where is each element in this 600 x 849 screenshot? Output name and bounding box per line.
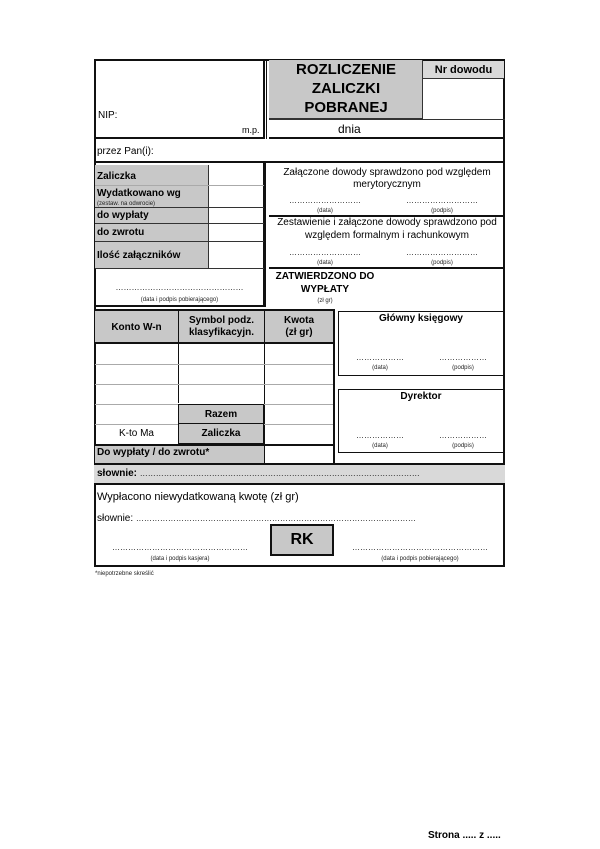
nip-label: NIP: xyxy=(98,110,118,121)
label-wydatkowano: Wydatkowano wg xyxy=(97,188,181,199)
merit-text-1: Załączone dowody sprawdzono pod względem xyxy=(283,167,491,178)
do-wyplaty-value[interactable] xyxy=(210,208,264,224)
formal-date-caption: (data) xyxy=(317,260,333,266)
header-symbol-line: klasyfikacyjn. xyxy=(188,327,255,338)
kto-ma-label: K-to Ma xyxy=(118,428,154,439)
nr-dowodu-field[interactable] xyxy=(423,79,504,119)
nr-dowodu-label: Nr dowodu xyxy=(434,64,493,76)
zaliczka-value[interactable] xyxy=(210,165,264,186)
zaliczka-cell xyxy=(178,424,264,444)
slownie-label-text: słownie: xyxy=(97,468,140,479)
zalaczniki-value[interactable] xyxy=(210,242,264,269)
razem-label: Razem xyxy=(204,409,238,420)
approved-line-1: ZATWIERDZONO DO xyxy=(275,271,375,282)
formal-date-dots[interactable]: ……………………… xyxy=(289,248,361,257)
director-signature-caption: (podpis) xyxy=(452,443,474,449)
title-line: ROZLICZENIE xyxy=(296,61,396,78)
footnote: *niepotrzebne skreślić xyxy=(95,571,154,577)
chief-date-caption: (data) xyxy=(372,365,388,371)
director-date-dots[interactable]: ……………… xyxy=(356,431,404,440)
header-kwota-line: (zł gr) xyxy=(285,327,313,338)
merit-date-caption: (data) xyxy=(317,208,333,214)
przez-label: przez Pan(i): xyxy=(97,146,154,157)
receiver-signature-dots: ………………………………………… xyxy=(115,283,244,292)
person-field[interactable] xyxy=(94,139,505,163)
cashier-signature-caption: (data i podpis kasjera) xyxy=(150,556,210,562)
merit-date-dots[interactable]: ……………………… xyxy=(289,196,361,205)
header-konto xyxy=(95,322,178,333)
page-number-label: Strona ..... z ..... xyxy=(428,830,501,841)
stamp-box xyxy=(94,59,265,139)
director-signature-dots[interactable]: ……………… xyxy=(439,431,487,440)
razem-cell xyxy=(178,404,264,424)
receiver-signature-caption-bottom: (data i podpis pobierającego) xyxy=(381,556,459,562)
chief-signature-caption: (podpis) xyxy=(452,365,474,371)
header-kwota xyxy=(265,315,333,339)
slownie2-label xyxy=(97,513,416,524)
chief-date-dots[interactable]: ……………… xyxy=(356,353,404,362)
merit-signature-dots[interactable]: ……………………… xyxy=(406,196,478,205)
title-line: POBRANEJ xyxy=(304,99,388,116)
header-symbol xyxy=(179,315,264,339)
zaliczka-label: Zaliczka xyxy=(201,428,241,439)
director-date-caption: (data) xyxy=(372,443,388,449)
header-konto-text: Konto W-n xyxy=(111,322,162,333)
account-row[interactable] xyxy=(95,345,333,364)
nr-dowodu-label-cell xyxy=(423,61,504,79)
cashier-signature-dots[interactable]: …………………………………………… xyxy=(112,543,248,552)
approved-line-2: WYPŁATY xyxy=(300,284,350,295)
document-title xyxy=(269,60,423,117)
date-field[interactable] xyxy=(269,119,505,139)
slownie2-label-text: słownie: xyxy=(97,513,136,524)
merit-signature-caption: (podpis) xyxy=(431,208,453,214)
slownie-dots: …………………………………………………………………………………………… xyxy=(139,469,420,478)
receiver-signature-caption: (data i podpis pobierającego) xyxy=(140,297,219,303)
chief-signature-dots[interactable]: ……………… xyxy=(439,353,487,362)
wydatkowano-value[interactable] xyxy=(210,186,264,208)
label-zalaczniki: Ilość załączników xyxy=(97,250,181,261)
label-wydatkowano-sub: (zestaw. na odwrocie) xyxy=(97,201,156,207)
director-label: Dyrektor xyxy=(400,391,442,402)
account-row[interactable] xyxy=(95,365,333,384)
label-do-zwrotu: do zwrotu xyxy=(97,227,145,238)
rk-label: RK xyxy=(290,531,314,548)
title-line: ZALICZKI xyxy=(311,80,381,97)
wyplacono-label: Wypłacono niewydatkowaną kwotę (zł gr) xyxy=(97,491,299,503)
formal-text-1: Zestawienie i załączone dowody sprawdzono pod xyxy=(277,217,497,228)
formal-signature-dots[interactable]: ……………………… xyxy=(406,248,478,257)
merit-text-2: merytorycznym xyxy=(353,179,421,190)
mp-label: m.p. xyxy=(242,125,260,135)
label-zaliczka: Zaliczka xyxy=(97,171,136,182)
do-zwrotu-value[interactable] xyxy=(210,224,264,242)
do-wyplaty-zwrotu-label: Do wypłaty / do zwrotu* xyxy=(97,447,210,458)
dnia-label: dnia xyxy=(338,122,361,136)
label-do-wyplaty: do wypłaty xyxy=(97,210,149,221)
header-symbol-line: Symbol podz. xyxy=(189,315,254,326)
receiver-signature-dots-bottom[interactable]: …………………………………………… xyxy=(352,543,488,552)
formal-signature-caption: (podpis) xyxy=(431,260,453,266)
do-wyplaty-value[interactable] xyxy=(265,444,333,463)
divider xyxy=(263,59,267,139)
formal-text-2: względem formalnym i rachunkowym xyxy=(305,230,469,241)
slownie2-dots[interactable]: …………………………………………………………………………………………… xyxy=(135,514,416,523)
approved-unit: (zł gr) xyxy=(317,298,333,304)
chief-accountant-label: Główny księgowy xyxy=(379,313,463,324)
slownie-label xyxy=(97,468,420,479)
account-row[interactable] xyxy=(95,385,333,404)
rk-box xyxy=(270,524,334,556)
header-kwota-line: Kwota xyxy=(284,315,314,326)
